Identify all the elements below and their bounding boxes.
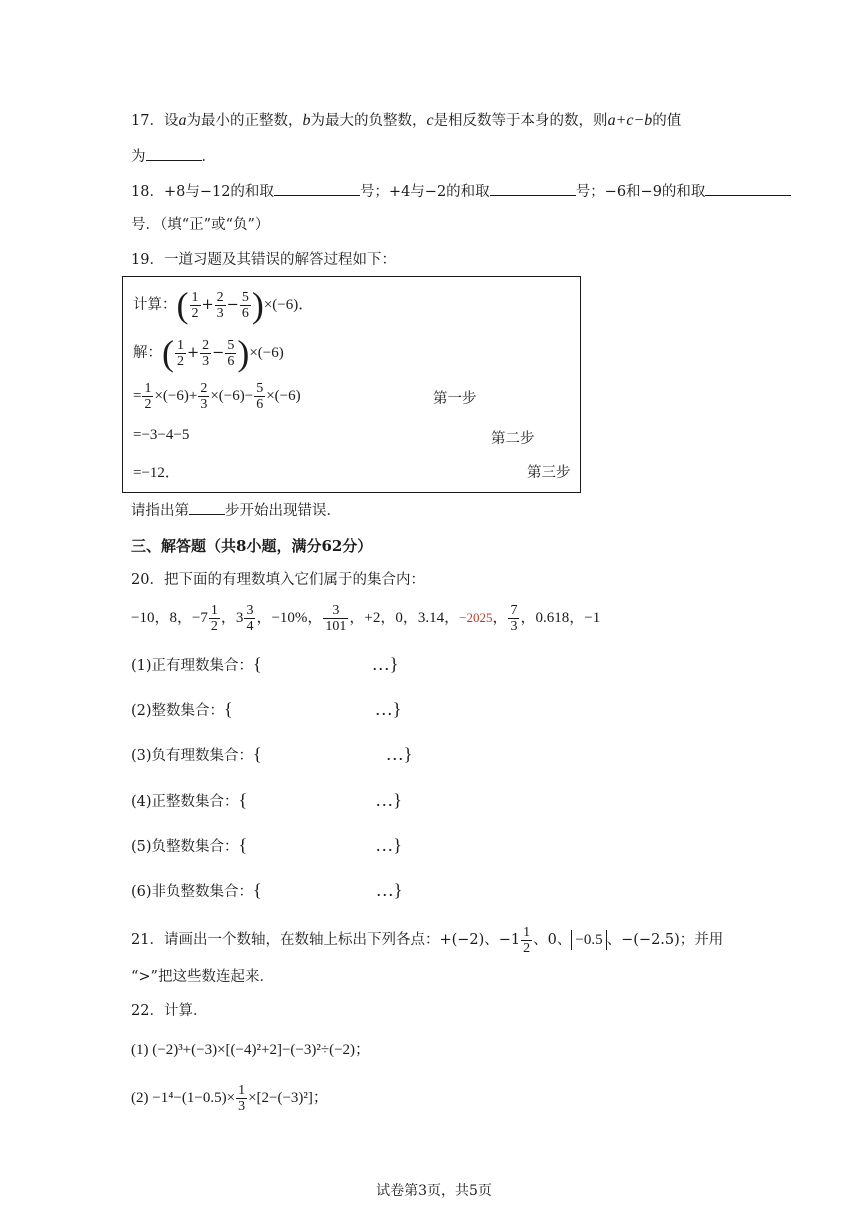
q19-step1-label: 第一步 xyxy=(433,391,477,407)
q19-step3-label: 第三步 xyxy=(527,465,571,481)
q18-blank-3[interactable] xyxy=(705,181,791,196)
q19-blank[interactable] xyxy=(189,500,225,515)
q17-line1: 17．设a为最小的正整数，b为最大的负整数，c是相反数等于本身的数，则a+c−b的值 xyxy=(131,112,682,129)
q19-solution-box xyxy=(122,276,581,493)
page-footer: 试卷第3页，共5页 xyxy=(376,1183,492,1199)
q20-set-5[interactable]: (5)负整数集合：{ …} xyxy=(131,835,402,855)
q18-blank-2[interactable] xyxy=(490,181,576,196)
q20-set-3[interactable]: (3)负有理数集合：{ …} xyxy=(131,744,413,764)
q21-line1: 21．请画出一个数轴，在数轴上标出下列各点：+(−2)、−1 $\frac{1}{2}$ 、0、 −0.5 、−(−2.5)；并用 xyxy=(131,924,724,956)
q20-set-6[interactable]: (6)非负整数集合：{ …} xyxy=(131,880,403,900)
q20-set-4[interactable]: (4)正整数集合：{ …} xyxy=(131,790,402,810)
section3-heading: 三、解答题（共8小题，满分62分） xyxy=(131,537,373,555)
q19-point: 请指出第 步开始出现错误． xyxy=(131,500,341,522)
q19-title: 19．一道习题及其错误的解答过程如下： xyxy=(131,252,396,268)
q22-part1: (1) (−2)³+(−3)×[(−4)²+2]−(−3)²÷(−2)； xyxy=(131,1042,371,1058)
q19-step3-expr: =−12． xyxy=(133,465,180,481)
q20-set-1[interactable]: (1)正有理数集合：{ …} xyxy=(131,654,399,674)
q18-line1: 18．+8与−12的和取 号；+4与−2的和取 号；−6和−9的和取 xyxy=(131,181,791,203)
q19-step1-expr: = $\frac{1}{2}$ ×(−6)+ $\frac{2}{3}$ ×(−6)− $\frac{5}{6}$ ×(−6) xyxy=(133,381,301,412)
q22-part2: (2) −1⁴−(1−0.5)× $\frac{1}{3}$ ×[2−(−3)²]； xyxy=(131,1083,328,1115)
q20-numbers: −10，8，−7 $\frac{1}{2}$ ，3 $\frac{3}{4}$ ，−10%， $\frac{3}{101}$ ，+2，0，3.14，−2025， $\frac{7}{3}$ ，0.618，−1 xyxy=(131,603,601,635)
q19-step2-label: 第二步 xyxy=(491,431,535,447)
q17-blank[interactable] xyxy=(146,146,202,161)
q18-line2: 号．（填“正”或“负”） xyxy=(131,217,270,233)
q22-title: 22．计算． xyxy=(131,1003,208,1019)
q19-step2-expr: =−3−4−5 xyxy=(133,427,190,443)
q17-line2: 为 ． xyxy=(131,146,216,168)
q21-line2: “>”把这些数连起来． xyxy=(131,969,274,985)
q18-blank-1[interactable] xyxy=(274,181,360,196)
q20-set-2[interactable]: (2)整数集合：{ …} xyxy=(131,699,402,719)
q20-title: 20．把下面的有理数填入它们属于的集合内： xyxy=(131,572,425,588)
q19-solve-line: 解：( $\frac{1}{2}$ + $\frac{2}{3}$ − $\frac{5}{6}$ )×(−6) xyxy=(133,333,284,373)
q19-calc-line: 计算：( $\frac{1}{2}$ + $\frac{2}{3}$ − $\frac{5}{6}$ )×(−6)． xyxy=(133,285,314,325)
